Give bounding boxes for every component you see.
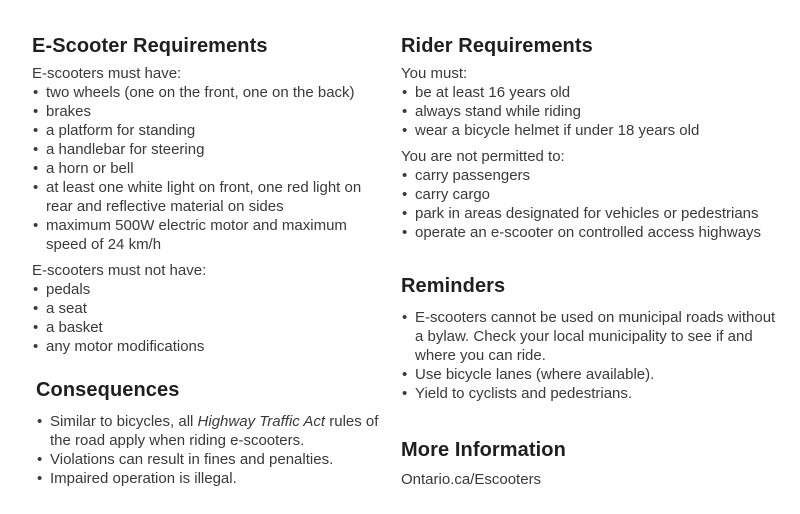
act-name: Highway Traffic Act bbox=[197, 413, 326, 430]
list-item: • operate an e-scooter on controlled access highways bbox=[402, 224, 762, 241]
must-not-have-list bbox=[32, 280, 387, 356]
rider-requirements-section bbox=[401, 34, 786, 242]
list-item: • Violations can result in fines and penalties. bbox=[37, 451, 334, 468]
rider-requirements-heading: Rider Requirements bbox=[401, 35, 593, 57]
ontario-escooters-link[interactable]: Ontario.ca/Escooters bbox=[401, 471, 542, 488]
list-item: • a platform for standing bbox=[33, 122, 196, 139]
you-must-intro: You must: bbox=[401, 65, 468, 82]
reminders-list bbox=[401, 308, 786, 403]
more-information-section bbox=[401, 438, 786, 489]
list-item: • a seat bbox=[33, 300, 87, 317]
list-item: • always stand while riding bbox=[402, 103, 581, 120]
reminders-heading: Reminders bbox=[401, 275, 506, 297]
list-item: • any motor modifications bbox=[33, 338, 205, 355]
consequences-section bbox=[36, 378, 387, 488]
list-item: • Yield to cyclists and pedestrians. bbox=[402, 385, 633, 402]
list-item: • Impaired operation is illegal. bbox=[37, 470, 237, 487]
list-item: • at least one white light on front, one red light on rear and reflective material on sides bbox=[33, 179, 362, 215]
list-item: • Similar to bicycles, all Highway Traffic Act rules of the road apply when riding e-scooters. bbox=[37, 413, 379, 449]
list-item: • wear a bicycle helmet if under 18 years old bbox=[402, 122, 700, 139]
list-item: • a basket bbox=[33, 319, 103, 336]
consequences-heading: Consequences bbox=[36, 379, 180, 401]
escooter-requirements-heading: E-Scooter Requirements bbox=[32, 35, 268, 57]
must-have-list bbox=[32, 83, 387, 254]
more-information-heading: More Information bbox=[401, 439, 566, 461]
not-permitted-list bbox=[401, 166, 786, 242]
list-item: • brakes bbox=[33, 103, 92, 120]
list-item: • park in areas designated for vehicles or pedestrians bbox=[402, 205, 759, 222]
list-item: • be at least 16 years old bbox=[402, 84, 571, 101]
consequences-list bbox=[36, 412, 387, 488]
reminders-section bbox=[401, 274, 786, 403]
list-item: • a handlebar for steering bbox=[33, 141, 205, 158]
list-item: • Use bicycle lanes (where available). bbox=[402, 366, 655, 383]
list-item: • carry cargo bbox=[402, 186, 491, 203]
list-item: • carry passengers bbox=[402, 167, 531, 184]
you-must-list bbox=[401, 83, 786, 140]
list-item: • two wheels (one on the front, one on the back) bbox=[33, 84, 355, 101]
not-permitted-intro: You are not permitted to: bbox=[401, 148, 565, 165]
list-item: • pedals bbox=[33, 281, 91, 298]
list-item: • maximum 500W electric motor and maximum speed of 24 km/h bbox=[33, 217, 347, 253]
must-have-intro: E-scooters must have: bbox=[32, 65, 182, 82]
escooter-requirements-section bbox=[32, 34, 387, 356]
must-not-have-intro: E-scooters must not have: bbox=[32, 262, 207, 279]
list-item: • E-scooters cannot be used on municipal roads without a bylaw. Check your local municipality to see if and where you can ride. bbox=[402, 309, 776, 364]
list-item: • a horn or bell bbox=[33, 160, 134, 177]
